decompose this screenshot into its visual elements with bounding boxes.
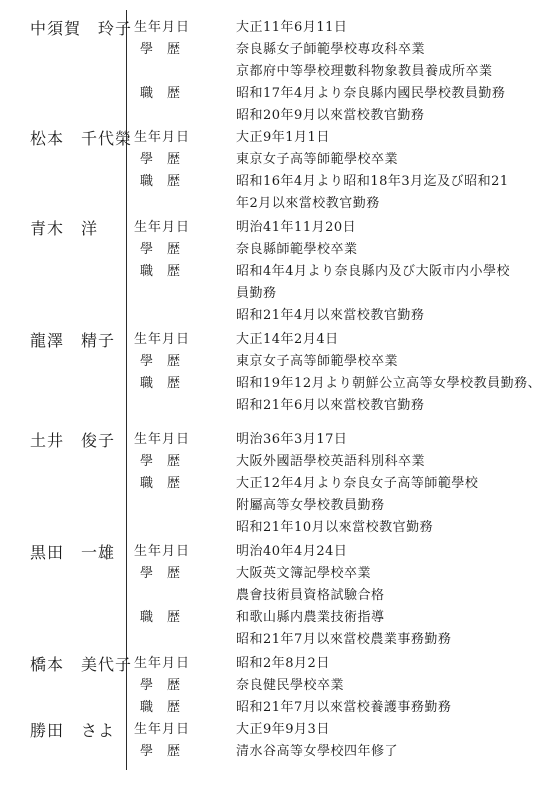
record-row (0, 260, 552, 282)
record-row (0, 104, 552, 126)
record-row (0, 450, 552, 472)
record-label: 職歴 (140, 264, 195, 279)
record-value: 奈良縣女子師範學校專攻科卒業 (236, 42, 426, 57)
record-row (0, 82, 552, 104)
record-value: 昭和21年10月以來當校教官勤務 (236, 520, 434, 535)
record-value: 明治40年4月24日 (236, 544, 348, 559)
record-value: 昭和21年4月以來當校教官勤務 (236, 308, 425, 323)
record-value: 昭和2年8月2日 (236, 656, 330, 671)
record-label: 職歴 (140, 476, 195, 491)
record-value: 京都府中等學校理數科物象教員養成所卒業 (236, 64, 493, 79)
record-value: 附屬高等女學校教員勤務 (236, 498, 385, 513)
record-value: 大正11年6月11日 (236, 20, 348, 35)
staff-name: 松本 千代榮 (30, 129, 133, 148)
record-row (0, 540, 552, 562)
record-value: 昭和21年6月以來當校教官勤務 (236, 398, 425, 413)
record-label: 學歴 (140, 744, 195, 759)
record-row (0, 38, 552, 60)
record-row (0, 372, 552, 394)
record-label: 職歴 (140, 174, 195, 189)
record-row (0, 350, 552, 372)
record-row (0, 606, 552, 628)
record-label: 生年月日 (134, 332, 191, 347)
record-label: 學歴 (140, 42, 195, 57)
record-value: 昭和20年9月以來當校教官勤務 (236, 108, 425, 123)
record-value: 大正9年9月3日 (236, 722, 330, 737)
record-value: 昭和21年7月以來當校農業事務勤務 (236, 632, 452, 647)
record-label: 生年月日 (134, 656, 191, 671)
record-label: 學歴 (140, 152, 195, 167)
record-label: 學歴 (140, 354, 195, 369)
record-value: 昭和4年4月より奈良縣内及び大阪市内小學校 (236, 264, 511, 279)
record-row (0, 328, 552, 350)
record-row (0, 494, 552, 516)
record-label: 學歴 (140, 454, 195, 469)
record-value: 年2月以來當校教官勤務 (236, 196, 380, 211)
staff-name: 龍澤 精子 (30, 331, 116, 350)
record-row (0, 652, 552, 674)
record-value: 東京女子高等師範學校卒業 (236, 152, 399, 167)
record-row (0, 304, 552, 326)
record-label: 職歴 (140, 610, 195, 625)
record-row (0, 428, 552, 450)
record-label: 學歴 (140, 566, 195, 581)
staff-name: 中須賀 玲子 (30, 19, 133, 38)
record-row (0, 60, 552, 82)
record-label: 職歴 (140, 376, 195, 391)
record-row (0, 16, 552, 38)
record-row (0, 740, 552, 762)
record-label: 生年月日 (134, 722, 191, 737)
record-row (0, 472, 552, 494)
record-value: 昭和16年4月より昭和18年3月迄及び昭和21 (236, 174, 509, 189)
record-value: 奈良健民學校卒業 (236, 678, 345, 693)
record-label: 生年月日 (134, 220, 191, 235)
record-row (0, 282, 552, 304)
record-value: 昭和17年4月より奈良縣内國民學校教員勤務 (236, 86, 506, 101)
record-row (0, 584, 552, 606)
record-value: 大正12年4月より奈良女子高等師範學校 (236, 476, 479, 491)
record-row (0, 516, 552, 538)
staff-name: 土井 俊子 (30, 431, 116, 450)
record-row (0, 674, 552, 696)
record-row (0, 696, 552, 718)
record-value: 員勤務 (236, 286, 277, 301)
record-label: 生年月日 (134, 432, 191, 447)
record-row (0, 718, 552, 740)
staff-name: 橋本 美代子 (30, 655, 133, 674)
record-label: 學歴 (140, 242, 195, 257)
record-row (0, 238, 552, 260)
record-label: 學歴 (140, 678, 195, 693)
record-row (0, 126, 552, 148)
record-row (0, 170, 552, 192)
record-row (0, 562, 552, 584)
record-label: 生年月日 (134, 544, 191, 559)
record-row (0, 192, 552, 214)
record-value: 昭和21年7月以來當校養護事務勤務 (236, 700, 452, 715)
staff-name: 勝田 さよ (30, 721, 116, 740)
record-value: 農會技術員資格試驗合格 (236, 588, 385, 603)
record-label: 職歴 (140, 700, 195, 715)
record-value: 大正9年1月1日 (236, 130, 330, 145)
record-row (0, 216, 552, 238)
record-row (0, 628, 552, 650)
record-label: 職歴 (140, 86, 195, 101)
record-label: 生年月日 (134, 130, 191, 145)
record-value: 東京女子高等師範學校卒業 (236, 354, 399, 369)
record-row (0, 394, 552, 416)
record-value: 奈良縣師範學校卒業 (236, 242, 358, 257)
record-value: 大阪英文簿記學校卒業 (236, 566, 372, 581)
record-value: 明治36年3月17日 (236, 432, 348, 447)
record-value: 和歌山縣内農業技術指導 (236, 610, 385, 625)
record-value: 清水谷高等女學校四年修了 (236, 744, 399, 759)
record-label: 生年月日 (134, 20, 191, 35)
record-value: 明治41年11月20日 (236, 220, 357, 235)
record-row (0, 148, 552, 170)
staff-name: 青木 洋 (30, 219, 99, 238)
record-value: 大阪外國語學校英語科別科卒業 (236, 454, 426, 469)
record-value: 昭和19年12月より朝鮮公立高等女學校教員勤務、 (236, 376, 542, 391)
record-value: 大正14年2月4日 (236, 332, 339, 347)
staff-name: 黒田 一雄 (30, 543, 116, 562)
